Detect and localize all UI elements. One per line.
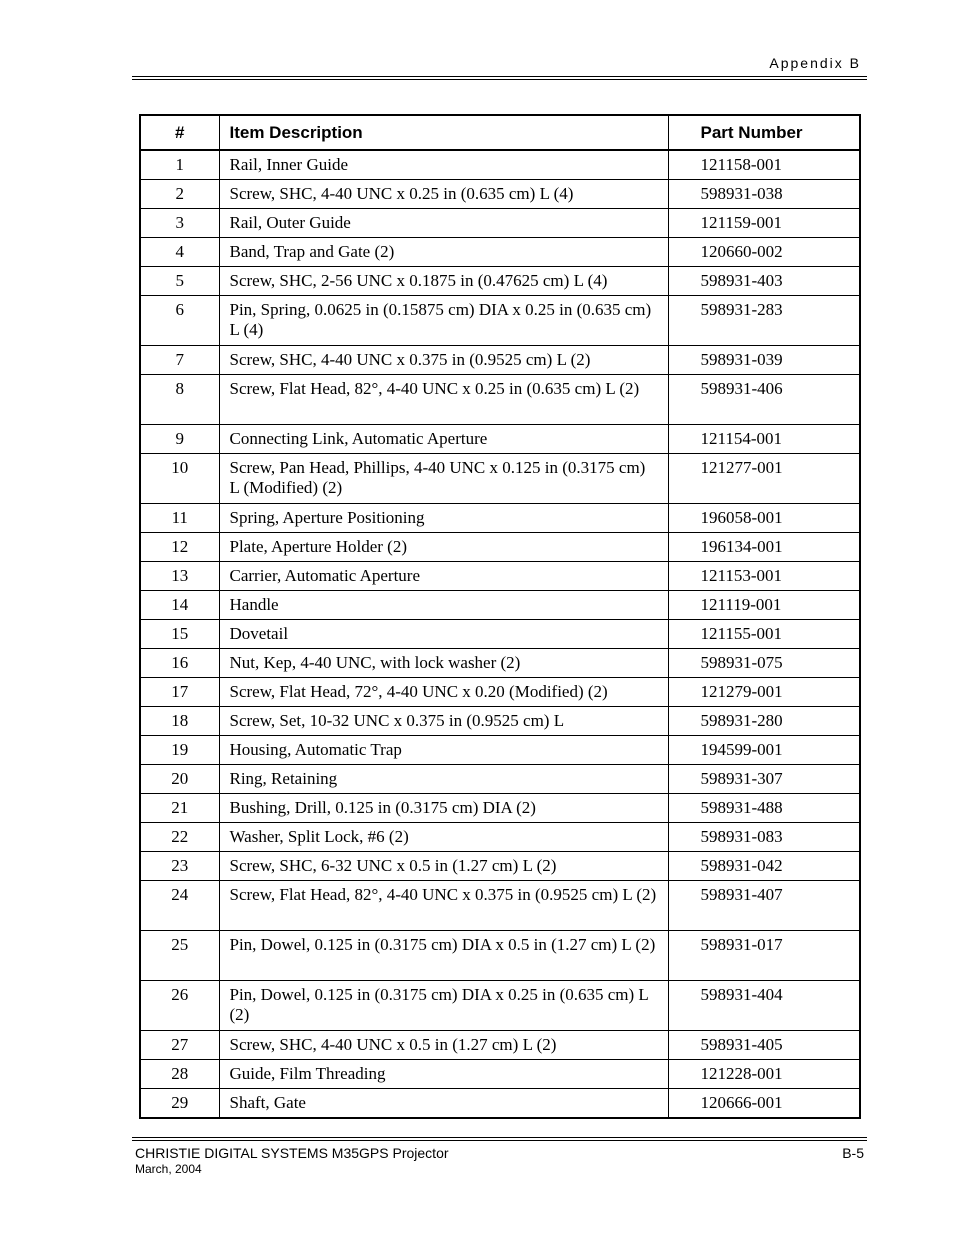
page-number: B-5 [842, 1145, 864, 1161]
table-row [140, 678, 860, 707]
item-description: Nut, Kep, 4-40 UNC, with lock washer (2) [219, 649, 668, 678]
part-number: 121159-001 [668, 209, 860, 238]
item-description: Rail, Outer Guide [219, 209, 668, 238]
row-number: 21 [140, 794, 219, 823]
table-row [140, 823, 860, 852]
table-row [140, 765, 860, 794]
row-number: 19 [140, 736, 219, 765]
parts-table [139, 114, 861, 1119]
part-number: 598931-407 [668, 881, 860, 931]
item-description: Dovetail [219, 620, 668, 649]
item-description: Carrier, Automatic Aperture [219, 562, 668, 591]
table-row [140, 425, 860, 454]
part-number: 598931-083 [668, 823, 860, 852]
table-row [140, 150, 860, 180]
table-row [140, 620, 860, 649]
part-number: 196058-001 [668, 504, 860, 533]
row-number: 6 [140, 296, 219, 346]
table-row [140, 794, 860, 823]
part-number: 598931-038 [668, 180, 860, 209]
row-number: 12 [140, 533, 219, 562]
part-number: 196134-001 [668, 533, 860, 562]
table-row [140, 533, 860, 562]
header-rule [132, 76, 867, 77]
part-number: 598931-307 [668, 765, 860, 794]
row-number: 16 [140, 649, 219, 678]
table-header-row [140, 115, 860, 150]
table-row [140, 238, 860, 267]
row-number: 2 [140, 180, 219, 209]
table-row [140, 346, 860, 375]
item-description: Band, Trap and Gate (2) [219, 238, 668, 267]
item-description: Screw, Flat Head, 82°, 4-40 UNC x 0.25 in (0.635 cm) L (2) [219, 375, 668, 425]
section-header: Appendix B [769, 55, 861, 71]
footer-date: March, 2004 [135, 1162, 202, 1176]
part-number: 598931-280 [668, 707, 860, 736]
row-number: 20 [140, 765, 219, 794]
row-number: 17 [140, 678, 219, 707]
row-number: 5 [140, 267, 219, 296]
row-number: 28 [140, 1060, 219, 1089]
row-number: 29 [140, 1089, 219, 1119]
item-description: Screw, SHC, 4-40 UNC x 0.25 in (0.635 cm) L (4) [219, 180, 668, 209]
row-number: 3 [140, 209, 219, 238]
part-number: 121279-001 [668, 678, 860, 707]
item-description: Washer, Split Lock, #6 (2) [219, 823, 668, 852]
row-number: 9 [140, 425, 219, 454]
column-header-part-number: Part Number [668, 115, 860, 150]
table-row [140, 267, 860, 296]
item-description: Screw, SHC, 4-40 UNC x 0.375 in (0.9525 cm) L (2) [219, 346, 668, 375]
part-number: 598931-406 [668, 375, 860, 425]
row-number: 22 [140, 823, 219, 852]
table-row [140, 881, 860, 931]
table-row [140, 981, 860, 1031]
table-row [140, 649, 860, 678]
row-number: 14 [140, 591, 219, 620]
part-number: 120666-001 [668, 1089, 860, 1119]
part-number: 598931-404 [668, 981, 860, 1031]
row-number: 8 [140, 375, 219, 425]
part-number: 121228-001 [668, 1060, 860, 1089]
table-row [140, 852, 860, 881]
part-number: 598931-488 [668, 794, 860, 823]
row-number: 23 [140, 852, 219, 881]
item-description: Screw, SHC, 4-40 UNC x 0.5 in (1.27 cm) L (2) [219, 1031, 668, 1060]
table-row [140, 209, 860, 238]
item-description: Pin, Dowel, 0.125 in (0.3175 cm) DIA x 0.25 in (0.635 cm) L (2) [219, 981, 668, 1031]
part-number: 598931-075 [668, 649, 860, 678]
item-description: Screw, Flat Head, 82°, 4-40 UNC x 0.375 in (0.9525 cm) L (2) [219, 881, 668, 931]
item-description: Housing, Automatic Trap [219, 736, 668, 765]
item-description: Pin, Spring, 0.0625 in (0.15875 cm) DIA x 0.25 in (0.635 cm) L (4) [219, 296, 668, 346]
column-header-description: Item Description [219, 115, 668, 150]
part-number: 598931-042 [668, 852, 860, 881]
item-description: Shaft, Gate [219, 1089, 668, 1119]
table-row [140, 931, 860, 981]
row-number: 11 [140, 504, 219, 533]
column-header-number: # [140, 115, 219, 150]
row-number: 10 [140, 454, 219, 504]
row-number: 7 [140, 346, 219, 375]
header-rule-secondary [132, 79, 867, 80]
footer-title: CHRISTIE DIGITAL SYSTEMS M35GPS Projector [135, 1145, 449, 1161]
table-row [140, 454, 860, 504]
table-row [140, 504, 860, 533]
item-description: Spring, Aperture Positioning [219, 504, 668, 533]
parts-table-body [140, 150, 860, 1118]
item-description: Ring, Retaining [219, 765, 668, 794]
table-row [140, 707, 860, 736]
footer-rule [132, 1137, 867, 1138]
item-description: Screw, Flat Head, 72°, 4-40 UNC x 0.20 (Modified) (2) [219, 678, 668, 707]
item-description: Rail, Inner Guide [219, 150, 668, 180]
row-number: 1 [140, 150, 219, 180]
row-number: 13 [140, 562, 219, 591]
part-number: 194599-001 [668, 736, 860, 765]
row-number: 18 [140, 707, 219, 736]
part-number: 120660-002 [668, 238, 860, 267]
item-description: Connecting Link, Automatic Aperture [219, 425, 668, 454]
part-number: 121119-001 [668, 591, 860, 620]
item-description: Screw, Set, 10-32 UNC x 0.375 in (0.9525 cm) L [219, 707, 668, 736]
item-description: Screw, Pan Head, Phillips, 4-40 UNC x 0.125 in (0.3175 cm) L (Modified) (2) [219, 454, 668, 504]
table-row [140, 296, 860, 346]
part-number: 598931-403 [668, 267, 860, 296]
row-number: 26 [140, 981, 219, 1031]
part-number: 598931-017 [668, 931, 860, 981]
table-row [140, 1031, 860, 1060]
item-description: Screw, SHC, 6-32 UNC x 0.5 in (1.27 cm) L (2) [219, 852, 668, 881]
table-row [140, 591, 860, 620]
part-number: 598931-283 [668, 296, 860, 346]
table-row [140, 1089, 860, 1119]
table-row [140, 180, 860, 209]
footer-rule-secondary [132, 1140, 867, 1141]
part-number: 121155-001 [668, 620, 860, 649]
row-number: 4 [140, 238, 219, 267]
part-number: 598931-039 [668, 346, 860, 375]
part-number: 598931-405 [668, 1031, 860, 1060]
item-description: Plate, Aperture Holder (2) [219, 533, 668, 562]
row-number: 15 [140, 620, 219, 649]
row-number: 24 [140, 881, 219, 931]
table-row [140, 736, 860, 765]
table-row [140, 1060, 860, 1089]
part-number: 121158-001 [668, 150, 860, 180]
row-number: 25 [140, 931, 219, 981]
table-row [140, 375, 860, 425]
part-number: 121153-001 [668, 562, 860, 591]
item-description: Bushing, Drill, 0.125 in (0.3175 cm) DIA (2) [219, 794, 668, 823]
part-number: 121154-001 [668, 425, 860, 454]
footer-left [135, 1145, 449, 1176]
part-number: 121277-001 [668, 454, 860, 504]
item-description: Pin, Dowel, 0.125 in (0.3175 cm) DIA x 0.5 in (1.27 cm) L (2) [219, 931, 668, 981]
item-description: Guide, Film Threading [219, 1060, 668, 1089]
row-number: 27 [140, 1031, 219, 1060]
item-description: Screw, SHC, 2-56 UNC x 0.1875 in (0.47625 cm) L (4) [219, 267, 668, 296]
item-description: Handle [219, 591, 668, 620]
table-row [140, 562, 860, 591]
